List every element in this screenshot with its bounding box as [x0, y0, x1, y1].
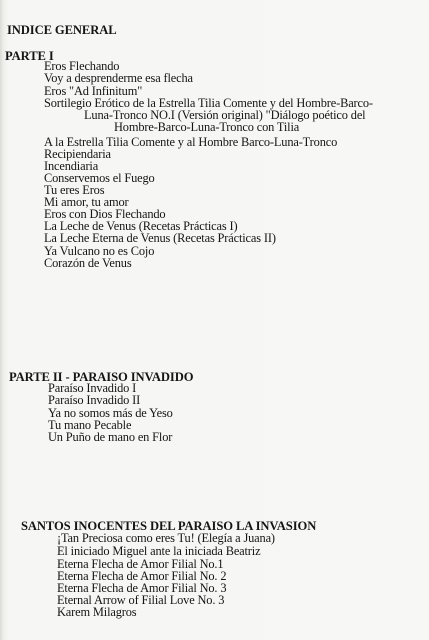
toc-entry: Hombre-Barco-Luna-Tronco con Tilia	[114, 120, 300, 134]
part-1-title: PARTE I	[5, 49, 54, 63]
toc-entry: Un Puño de mano en Flor	[48, 430, 173, 444]
toc-entry: Eros Flechando	[44, 59, 120, 73]
toc-entry: Tu eres Eros	[44, 183, 105, 197]
toc-entry: Eterna Flecha de Amor Filial No.1	[57, 557, 224, 571]
toc-entry: Eros "Ad Infinitum"	[44, 84, 143, 98]
toc-entry: Recipiendaria	[44, 147, 111, 161]
toc-entry: Conservemos el Fuego	[44, 171, 155, 185]
toc-entry: Paraíso Invadido II	[48, 393, 141, 407]
part-3-title: SANTOS INOCENTES DEL PARAISO LA INVASION	[21, 519, 317, 533]
toc-entry: Luna-Tronco NO.I (Versión original) "Diálogo poético del	[84, 108, 366, 122]
toc-entry: Voy a desprenderme esa flecha	[44, 71, 193, 85]
toc-entry: El iniciado Miguel ante la iniciada Beatriz	[57, 544, 261, 558]
toc-entry: Eros con Dios Flechando	[44, 207, 166, 221]
toc-entry: A la Estrella Tilia Comente y al Hombre Barco-Luna-Tronco	[44, 135, 338, 149]
toc-entry: Karem Milagros	[57, 605, 137, 619]
toc-entry: La Leche de Venus (Recetas Prácticas I)	[44, 219, 238, 233]
toc-entry: Eternal Arrow of Filial Love No. 3	[57, 593, 225, 607]
toc-entry: Eterna Flecha de Amor Filial No. 3	[57, 581, 227, 595]
toc-entry: Mi amor, tu amor	[44, 195, 129, 209]
toc-entry: Incendiaria	[44, 159, 99, 173]
toc-entry: La Leche Eterna de Venus (Recetas Prácticas II)	[44, 231, 276, 245]
toc-entry: Eterna Flecha de Amor Filial No. 2	[57, 569, 227, 583]
index-title: INDICE GENERAL	[7, 23, 117, 37]
part-2-title: PARTE II - PARAISO INVADIDO	[9, 370, 194, 384]
toc-entry: ¡Tan Preciosa como eres Tu! (Elegía a Juana)	[57, 531, 275, 545]
toc-entry: Ya no somos más de Yeso	[48, 406, 173, 420]
toc-entry: Corazón de Venus	[44, 256, 132, 270]
toc-entry: Sortilegio Erótico de la Estrella Tilia Comente y del Hombre-Barco-	[44, 96, 373, 110]
toc-entry: Ya Vulcano no es Cojo	[44, 244, 155, 258]
toc-entry: Paraíso Invadido I	[48, 381, 137, 395]
toc-entry: Tu mano Pecable	[48, 418, 132, 432]
